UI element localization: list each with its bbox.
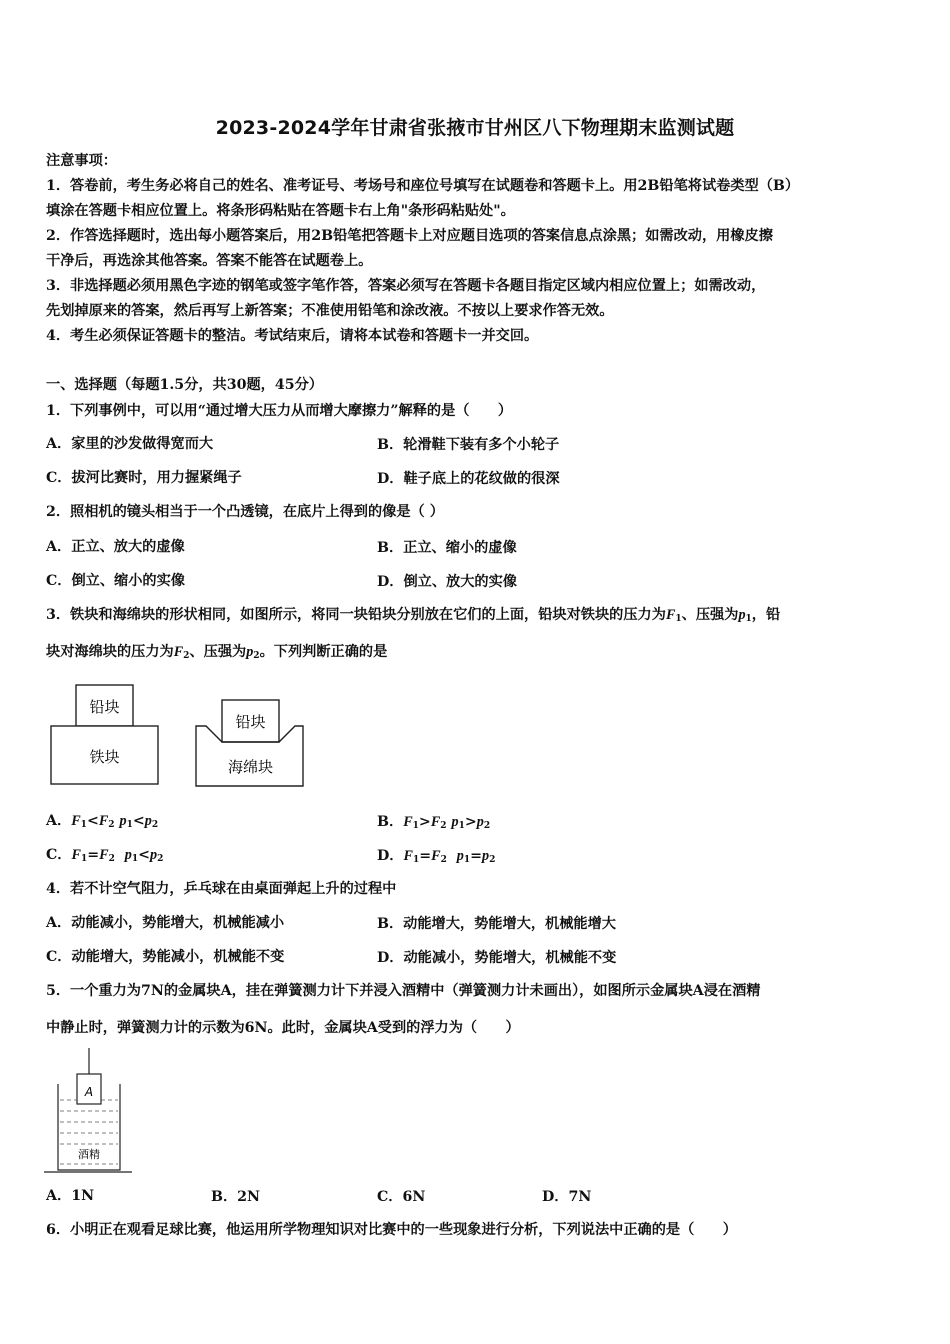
- q1-option-d: D．鞋子底上的花纹做的很深: [377, 471, 560, 487]
- notice-line: 3．非选择题必须用黑色字迹的钢笔或签字笔作答，答案必须写在答题卡各题目指定区域内相应位置上；如需改动，: [46, 278, 766, 294]
- question-4-stem: 4．若不计空气阻力，乒乓球在由桌面弹起上升的过程中: [46, 881, 397, 897]
- q3-option-c: C．$F_1=F_2$ $p_1<p_2$: [46, 847, 164, 864]
- question-5-stem-line1: 5．一个重力为7N的金属块A，挂在弹簧测力计下并浸入酒精中（弹簧测力计未画出），如图所示金属块A浸在酒精: [46, 983, 761, 999]
- q2-option-c: C．倒立、缩小的实像: [46, 573, 185, 589]
- q1-option-b: B．轮滑鞋下装有多个小轮子: [377, 437, 560, 453]
- q3-option-a: A．$F_1<F_2$ $p_1<p_2$: [46, 813, 159, 830]
- question-3-stem-line2: 块对海绵块的压力为$F_2$、压强为$p_2$。下列判断正确的是: [46, 644, 388, 661]
- q5-option-b: B．2N: [211, 1189, 261, 1205]
- page-title: 2023-2024学年甘肃省张掖市甘州区八下物理期末监测试题: [215, 117, 735, 139]
- lead-label-2: 铅块: [235, 713, 266, 731]
- q1-option-c: C．拔河比赛时，用力握紧绳子: [46, 470, 242, 486]
- notice-line: 干净后，再选涂其他答案。答案不能答在试题卷上。: [46, 253, 373, 269]
- iron-label: 铁块: [89, 748, 120, 766]
- sponge-label: 海绵块: [227, 758, 274, 776]
- q4-option-a: A．动能减小，势能增大，机械能减小: [46, 915, 285, 931]
- q4-option-d: D．动能减小，势能增大，机械能不变: [377, 950, 617, 966]
- question-2-stem: 2．照相机的镜头相当于一个凸透镜，在底片上得到的像是（ ）: [46, 504, 444, 520]
- question-1-stem: 1．下列事例中，可以用“通过增大压力从而增大摩擦力”解释的是（ ）: [46, 403, 513, 419]
- q4-option-c: C．动能增大，势能减小，机械能不变: [46, 949, 285, 965]
- notice-line: 先划掉原来的答案，然后再写上新答案；不准使用铅笔和涂改液。不按以上要求作答无效。: [46, 303, 614, 319]
- question-6-stem: 6．小明正在观看足球比赛，他运用所学物理知识对比赛中的一些现象进行分析，下列说法中正确的是（ ）: [46, 1222, 737, 1238]
- q2-option-b: B．正立、缩小的虚像: [377, 540, 517, 556]
- notice-heading: 注意事项：: [46, 153, 117, 169]
- notice-line: 4．考生必须保证答题卡的整洁。考试结束后，请将本试卷和答题卡一并交回。: [46, 328, 539, 344]
- q4-option-b: B．动能增大，势能增大，机械能增大: [377, 916, 616, 932]
- q2-option-a: A．正立、放大的虚像: [46, 539, 185, 555]
- notice-line: 2．作答选择题时，选出每小题答案后，用2B铅笔把答题卡上对应题目选项的答案信息点涂黑；如需改动，用橡皮擦: [46, 228, 773, 244]
- q3-option-d: D．$F_1=F_2$ $p_1=p_2$: [377, 848, 496, 865]
- question-5-stem-line2: 中静止时，弹簧测力计的示数为6N。此时，金属块A受到的浮力为（ ）: [46, 1020, 520, 1036]
- notice-line: 填涂在答题卡相应位置上。将条形码粘贴在答题卡右上角"条形码粘贴处"。: [46, 203, 515, 219]
- q5-option-d: D．7N: [542, 1189, 592, 1205]
- question-3-stem-line1: 3．铁块和海绵块的形状相同，如图所示，将同一块铅块分别放在它们的上面，铅块对铁块的压力为$F_1$、压强为$p_1$，铅: [46, 607, 781, 624]
- section-heading: 一、选择题（每题1.5分，共30题，45分）: [46, 377, 323, 393]
- q5-figure: [44, 1046, 136, 1174]
- liquid-label: 酒精: [78, 1148, 100, 1161]
- lead-label-1: 铅块: [89, 698, 120, 716]
- q3-figure: [46, 680, 316, 792]
- q1-option-a: A．家里的沙发做得宽而大: [46, 436, 214, 452]
- notice-line: 1．答卷前，考生务必将自己的姓名、准考证号、考场号和座位号填写在试题卷和答题卡上。用2B铅笔将试卷类型（B）: [46, 178, 800, 194]
- q5-option-a: A．1N: [46, 1188, 95, 1204]
- q3-option-b: B．$F_1>F_2$ $p_1>p_2$: [377, 814, 491, 831]
- q5-option-c: C．6N: [377, 1189, 426, 1205]
- q2-option-d: D．倒立、放大的实像: [377, 574, 517, 590]
- block-a-label: A: [84, 1085, 94, 1099]
